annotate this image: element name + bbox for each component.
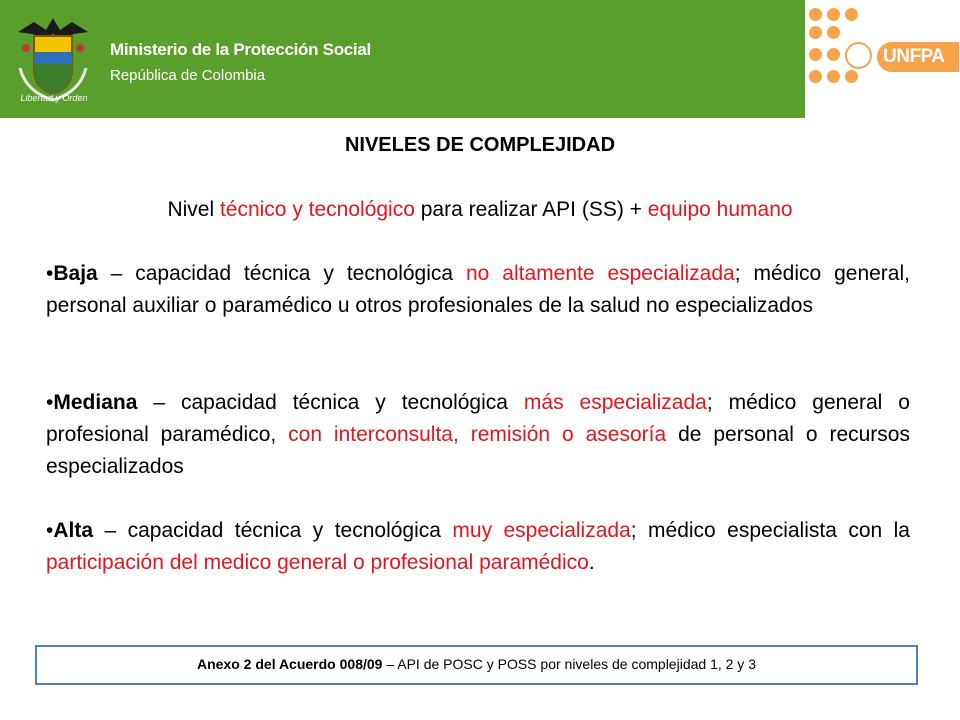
level-alta-paragraph [46,515,910,579]
subtitle-highlight: equipo humano [647,198,793,221]
bullet-icon: • [46,262,54,285]
un-emblem-icon [845,42,872,69]
level-highlight: con interconsulta, remisión o asesoría [288,423,667,446]
unfpa-logo-text: UNFPA [877,42,959,72]
level-mediana-paragraph [46,387,910,483]
bullet-icon: • [46,519,54,542]
subtitle-text: Nivel [167,198,220,221]
level-highlight: no altamente especializada [466,262,735,285]
footer-reference-text: – API de POSC y POSS por niveles de complejidad 1, 2 y 3 [382,656,756,672]
level-text: – capacidad técnica y tecnológica [93,519,453,542]
level-name: Baja [53,262,98,285]
dot-icon [827,48,840,61]
dot-icon [809,26,822,39]
level-highlight: participación del medico general o profesional paramédico [46,551,589,574]
subtitle-text: para realizar API (SS) + [414,198,648,221]
dot-icon [809,48,822,61]
level-text: ; médico general, personal auxiliar o paramédico u otros profesionales de la salud no especializados [46,262,910,317]
level-text: – capacidad técnica y tecnológica [97,262,466,285]
slide-subtitle [0,198,960,222]
dot-icon [827,8,840,21]
ministry-title: Ministerio de la Protección Social [110,40,371,59]
level-baja-paragraph [46,258,910,322]
level-text: ; médico especialista con la [630,519,910,542]
subtitle-highlight: técnico y tecnológico [219,198,415,221]
level-name: Alta [53,519,94,542]
dot-icon [809,8,822,21]
level-text: de personal o recursos especializados [46,423,910,478]
dot-icon [827,26,840,39]
level-name: Mediana [53,391,138,414]
level-text: ; médico general o profesional paramédico, [46,391,910,446]
dot-icon [845,8,858,21]
header-banner [0,0,805,118]
crest-motto: Libertad y Orden [20,93,88,103]
footer-reference-box [35,645,918,685]
dot-icon [809,70,822,83]
level-text: – capacidad técnica y tecnológica [137,391,524,414]
slide-title: NIVELES DE COMPLEJIDAD [344,134,616,156]
level-highlight: más especializada [523,391,707,414]
bullet-icon: • [46,391,54,414]
ministry-subtitle: República de Colombia [110,67,266,84]
level-text: . [588,551,595,574]
dot-icon [845,70,858,83]
dot-icon [827,70,840,83]
footer-reference-bold: Anexo 2 del Acuerdo 008/09 [197,656,383,672]
level-highlight: muy especializada [452,519,631,542]
